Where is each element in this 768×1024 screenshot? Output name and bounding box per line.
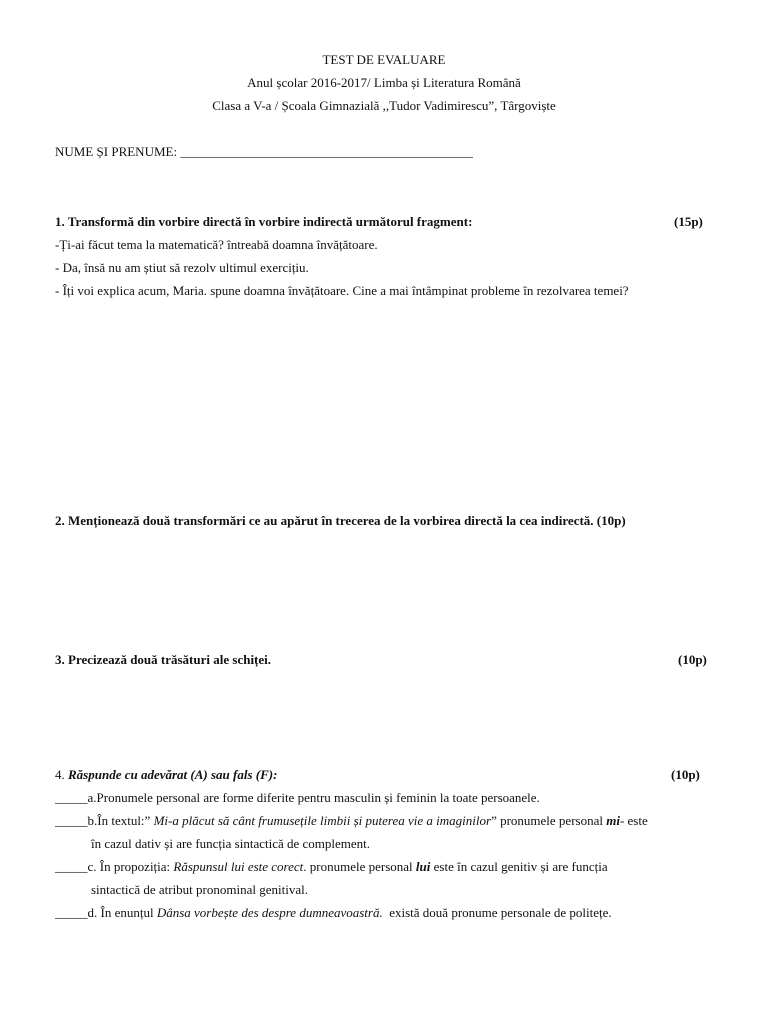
q4d-answer-blank[interactable]: _____ [55,905,88,920]
q4-item-a [55,790,540,806]
q4d-prefix: d. În enunțul [87,905,157,920]
q4-item-c [55,859,608,875]
school-year-line: Anul școlar 2016-2017/ Limba și Literatura Română [247,75,521,90]
q3-points: (10p) [678,652,707,667]
q4d-suffix: există două pronume personale de politețe. [382,905,612,920]
q4-title-text: Răspunde cu adevărat (A) sau fals (F): [68,767,278,782]
q4c-answer-blank[interactable]: _____ [55,859,88,874]
test-title: TEST DE EVALUARE [322,52,446,67]
name-blank[interactable]: _____________________________________________ [180,144,473,159]
q4b-prefix: b.În textul:” [87,813,151,828]
q4c-prefix: c. În propoziția: [87,859,174,874]
q4c-suffix: este în cazul genitiv și are funcția [430,859,608,874]
q1-line-2: - Da, însă nu am știut să rezolv ultimul exercițiu. [55,260,309,275]
q4c-quote: Răspunsul lui este corect [173,859,304,874]
q4b-answer-blank[interactable]: _____ [55,813,88,828]
q1-points: (15p) [674,214,703,229]
q4c-line-2: sintactică de atribut pronominal genitival. [91,882,308,897]
q3-title: 3. Precizează două trăsături ale schiței. [55,652,272,667]
q4-number: 4. [55,767,65,782]
q4-item-d [55,905,612,921]
name-field[interactable] [55,144,473,160]
q4-title [55,767,277,783]
q4-item-b [55,813,648,829]
q4-points: (10p) [671,767,700,782]
q1-title: 1. Transformă din vorbire directă în vorbire indirectă următorul fragment: [55,214,473,229]
q4b-quote: Mi-a plăcut să cânt frumusețile limbii și puterea vie a imaginilor [150,813,492,828]
q4c-bold-word: lui [415,859,431,874]
q4b-bold-word: mi [606,813,620,828]
q1-line-1: -Ți-ai făcut tema la matematică? întreabă doamna învățătoare. [55,237,378,252]
q1-line-3: - Îți voi explica acum, Maria. spune doamna învățătoare. Cine a mai întâmpinat probleme în rezolvarea temei? [55,283,629,298]
q4c-mid: . pronumele personal [303,859,416,874]
q4b-suffix: - este [619,813,648,828]
q4b-mid: ” pronumele personal [491,813,607,828]
q2-title: 2. Menționează două transformări ce au apărut în trecerea de la vorbirea directă la cea indirectă. (10p) [55,513,626,528]
q4b-line-2: în cazul dativ și are funcția sintactică de complement. [91,836,371,851]
class-school-line: Clasa a V-a / Școala Gimnazială ,,Tudor Vadimirescu”, Târgoviște [212,98,556,113]
name-label: NUME ȘI PRENUME: [55,144,178,159]
q4a-text: a.Pronumele personal are forme diferite pentru masculin și feminin la toate persoanele. [87,790,540,805]
q4a-answer-blank[interactable]: _____ [55,790,88,805]
q4d-quote: Dânsa vorbește des despre dumneavoastră. [156,905,383,920]
